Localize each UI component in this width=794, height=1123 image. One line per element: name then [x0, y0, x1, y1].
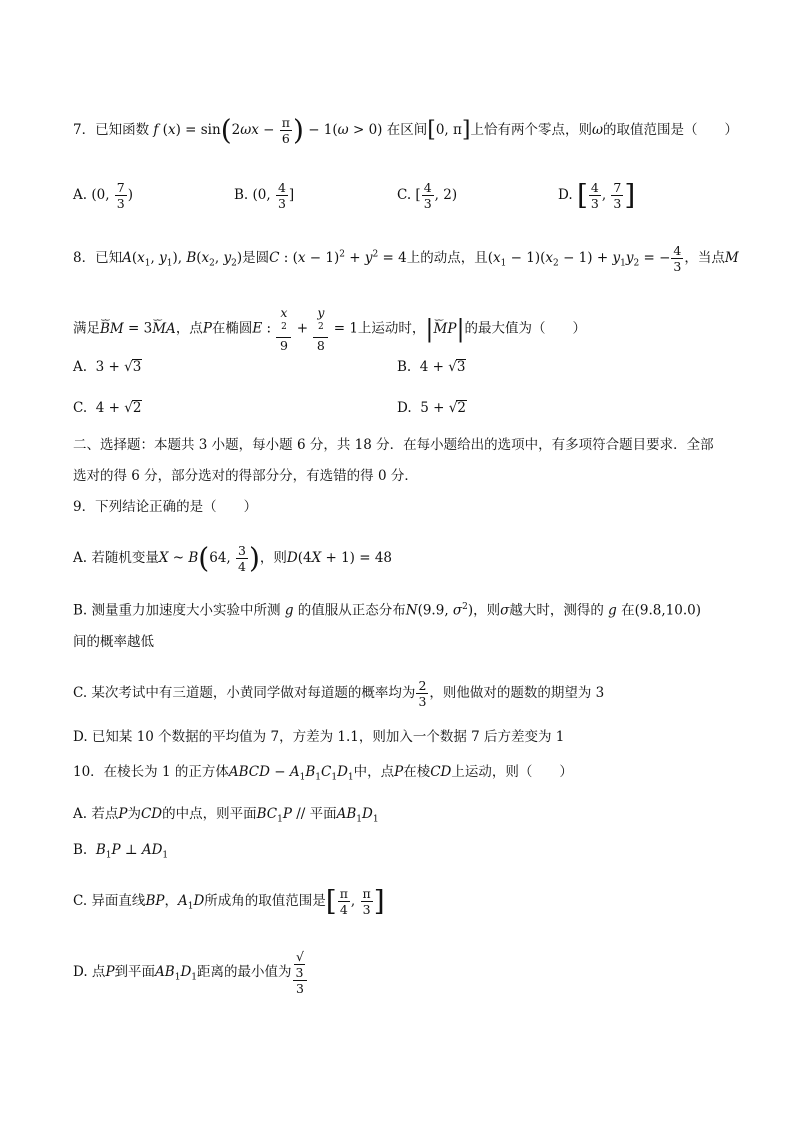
q10-option-d: D. 点P到平面$AB_1D_1$距离的最小值为 √ 3 3	[73, 949, 308, 996]
q10-option-c: C. 异面直线BP，$A_1D$所成角的取值范围是[ $\frac{\pi}{4}$ , $\frac{\pi}{3}$ ]	[73, 884, 385, 918]
q7-function: f	[153, 122, 159, 138]
q9-stem: 9．下列结论正确的是（ ）	[73, 499, 258, 515]
q7-stem: 7．已知函数 f (x) = sin(2ωx − $\frac{\pi}{6}$ ) − 1(ω > 0) 在区间[0, π]上恰有两个零点，则ω的取值范围是（ ）	[73, 113, 738, 147]
q7-text-4: 的取值范围是（ ）	[602, 122, 738, 138]
q8-option-b: B. 4 + √3	[397, 359, 466, 375]
q7-pi-over-6: $\frac{\pi}{6}$	[281, 115, 290, 146]
q8-option-d: D. 5 + √2	[397, 400, 466, 416]
q8-stem-line2: 满足⌣⌣ BM = 3⌣⌣ MA，点P在椭圆E : x $^2$ 9 + y $^2$ 8 = 1上运动时，|⌣⌣ MP|的最大值为（ ）	[73, 305, 586, 353]
q8-option-a: A. 3 + √3	[73, 359, 142, 375]
q7-option-a: A. (0, $\frac{7}{3}$ )	[73, 180, 134, 211]
q10-option-b: B. $B_1P$ ⊥ $AD_1$	[73, 842, 169, 861]
section2-line2: 选对的得 6 分，部分选对的得部分分，有选错的得 0 分．	[73, 468, 418, 484]
q8-option-c: C. 4 + √2	[73, 400, 142, 416]
q9-option-b: B. 测量重力加速度大小实验中所测 g 的值服从正态分布N(9.9, $\sigma^2$)，则σ越大时，测得的 g 在(9.8,10.0)	[73, 602, 701, 619]
q9-option-c: C. 某次考试中有三道题，小黄同学做对每道题的概率均为 $\frac{2}{3}$ ，则他做对的题数的期望为 3	[73, 678, 605, 709]
q10-option-a: A. 若点P为CD的中点，则平面$BC_1P$ // 平面$AB_1D_1$	[73, 806, 379, 825]
q7-option-d: D. [ $\frac{4}{3}$ , $\frac{7}{3}$ ]	[558, 178, 636, 212]
q8-stem-line1: 8．已知$A(x_1$, $y_1$), $B(x_2$, $y_2$)是圆C : $(x - 1)^2 + y^2 = 4$上的动点，且$(x_1 - 1)(x_2 - 1) + y_1y_2$ = − $\frac{4}{3}$ ，当点M	[73, 243, 739, 274]
section2-line1: 二、选择题：本题共 3 小题，每小题 6 分，共 18 分．在每小题给出的选项中，有多项符合题目要求．全部	[73, 437, 714, 453]
q7-text-3: 上恰有两个零点，则	[470, 122, 592, 138]
q9-option-d: D. 已知某 10 个数据的平均值为 7，方差为 1.1，则加入一个数据 7 后方差变为 1	[73, 729, 565, 745]
q9-option-b-line2: 间的概率越低	[73, 634, 154, 650]
q7-text-2: 在区间	[386, 122, 428, 138]
q7-text-1: 7．已知函数	[73, 122, 150, 138]
q10-stem: 10．在棱长为 1 的正方体ABCD − $A_1B_1C_1D_1$中，点P在棱CD上运动，则（ ）	[73, 764, 573, 783]
q9-option-a: A. 若随机变量X ~ B(64, $\frac{3}{4}$ )，则D(4X + 1) = 48	[73, 541, 393, 575]
q7-option-c: C. [ $\frac{4}{3}$ , 2)	[397, 180, 458, 211]
q7-option-b: B. (0, $\frac{4}{3}$ ]	[234, 180, 295, 211]
